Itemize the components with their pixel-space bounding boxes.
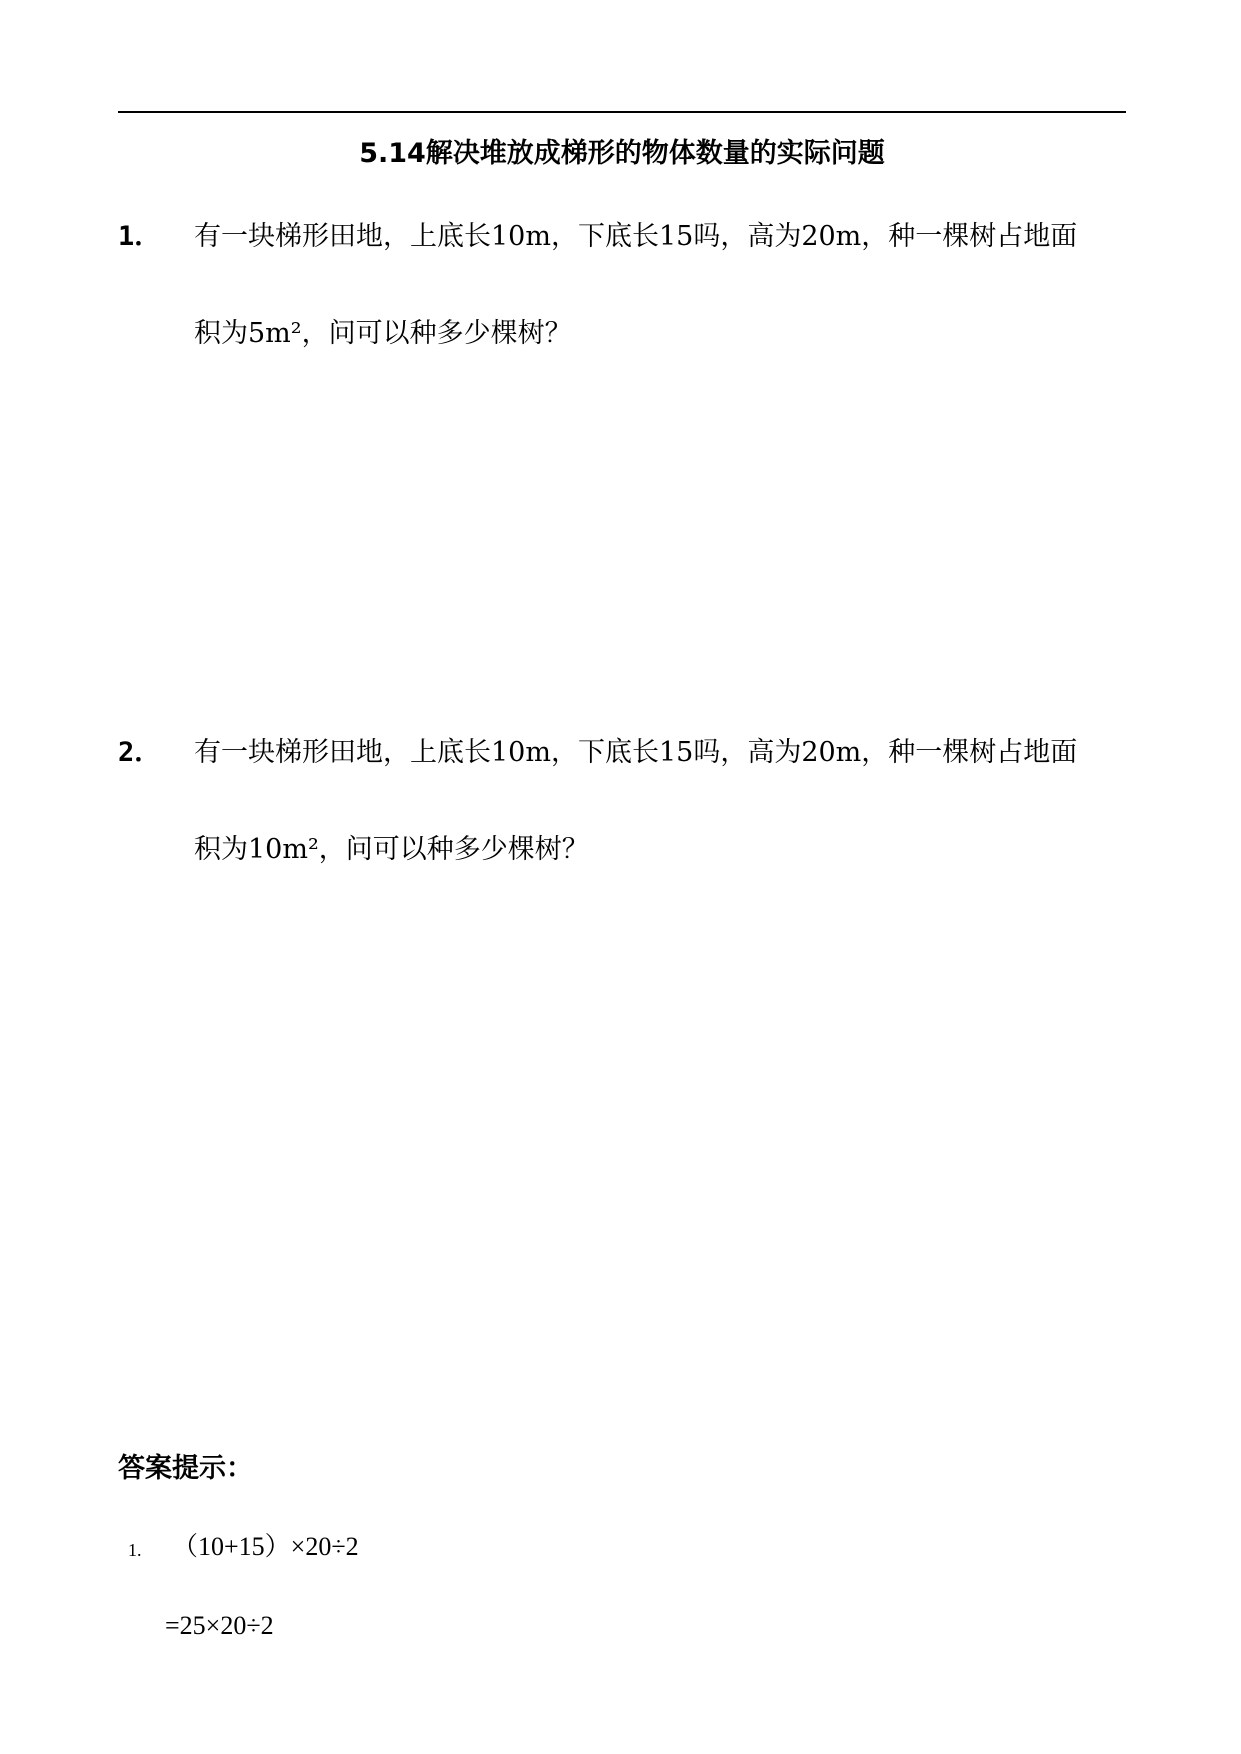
question-text-line-1: 有一块梯形田地，上底长10m，下底长15吗，高为20m，种一棵树占地面 xyxy=(194,737,1078,768)
answer-expression: （10+15）×20÷2 xyxy=(172,1532,359,1561)
answer-number: 1. xyxy=(128,1540,142,1560)
header-rule xyxy=(118,111,1126,113)
question-number: 1． xyxy=(118,221,162,252)
document-title: 5.14解决堆放成梯形的物体数量的实际问题 xyxy=(359,138,885,169)
question-text-line-2: 积为10m²，问可以种多少棵树？ xyxy=(194,834,589,865)
answer-continuation: =25×20÷2 xyxy=(165,1611,274,1640)
question-number: 2． xyxy=(118,737,162,768)
question-text-line-2: 积为5m²，问可以种多少棵树？ xyxy=(194,318,572,349)
answer-heading: 答案提示： xyxy=(118,1453,253,1484)
question-text-line-1: 有一块梯形田地，上底长10m，下底长15吗，高为20m，种一棵树占地面 xyxy=(194,221,1078,252)
